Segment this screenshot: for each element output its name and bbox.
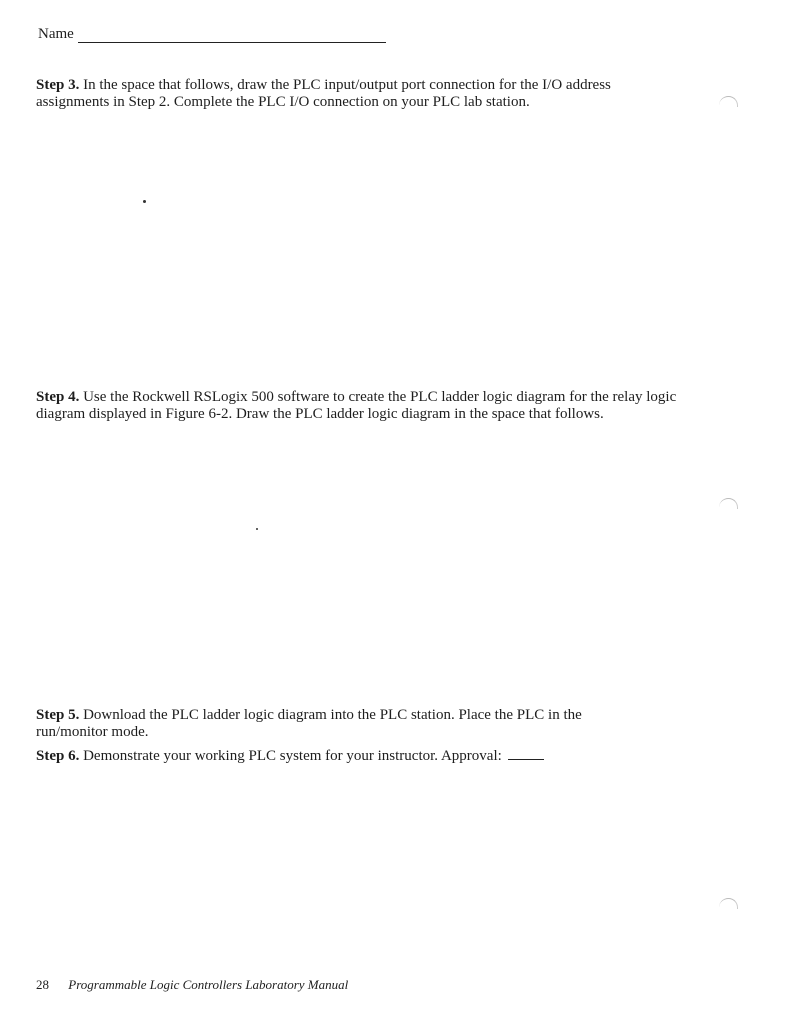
page-footer (36, 977, 348, 993)
step-4-label: Step 4. (36, 389, 80, 405)
scan-speck (256, 528, 258, 530)
step-3-label: Step 3. (36, 77, 80, 93)
page-number: 28 (36, 977, 49, 992)
name-field-row (38, 26, 386, 43)
scan-arc-mark (719, 498, 738, 509)
step-5-label: Step 5. (36, 707, 80, 723)
step-5-text: Download the PLC ladder logic diagram into the PLC station. Place the PLC in the run/monitor mode. (36, 707, 582, 740)
book-title: Programmable Logic Controllers Laboratory Manual (68, 977, 349, 992)
name-label: Name (38, 26, 74, 42)
step-3-text: In the space that follows, draw the PLC input/output port connection for the I/O address assignments in Step 2. Complete the PLC I/O connection on your PLC lab station. (36, 77, 611, 110)
scan-arc-mark (719, 96, 738, 107)
scan-arc-mark (719, 898, 738, 909)
step-3-instruction (36, 77, 686, 111)
step-5-instruction (36, 707, 636, 741)
step-4-text: Use the Rockwell RSLogix 500 software to create the PLC ladder logic diagram for the relay logic diagram displayed in Figure 6-2. Draw the PLC ladder logic diagram in the space that follows. (36, 389, 677, 422)
step-6-label: Step 6. (36, 748, 80, 764)
name-blank-line (78, 30, 386, 43)
scan-speck (143, 200, 146, 203)
step-4-instruction (36, 389, 696, 423)
step-6-instruction (36, 747, 636, 765)
step-6-text: Demonstrate your working PLC system for your instructor. Approval: (83, 748, 502, 764)
approval-blank-line (508, 747, 544, 760)
